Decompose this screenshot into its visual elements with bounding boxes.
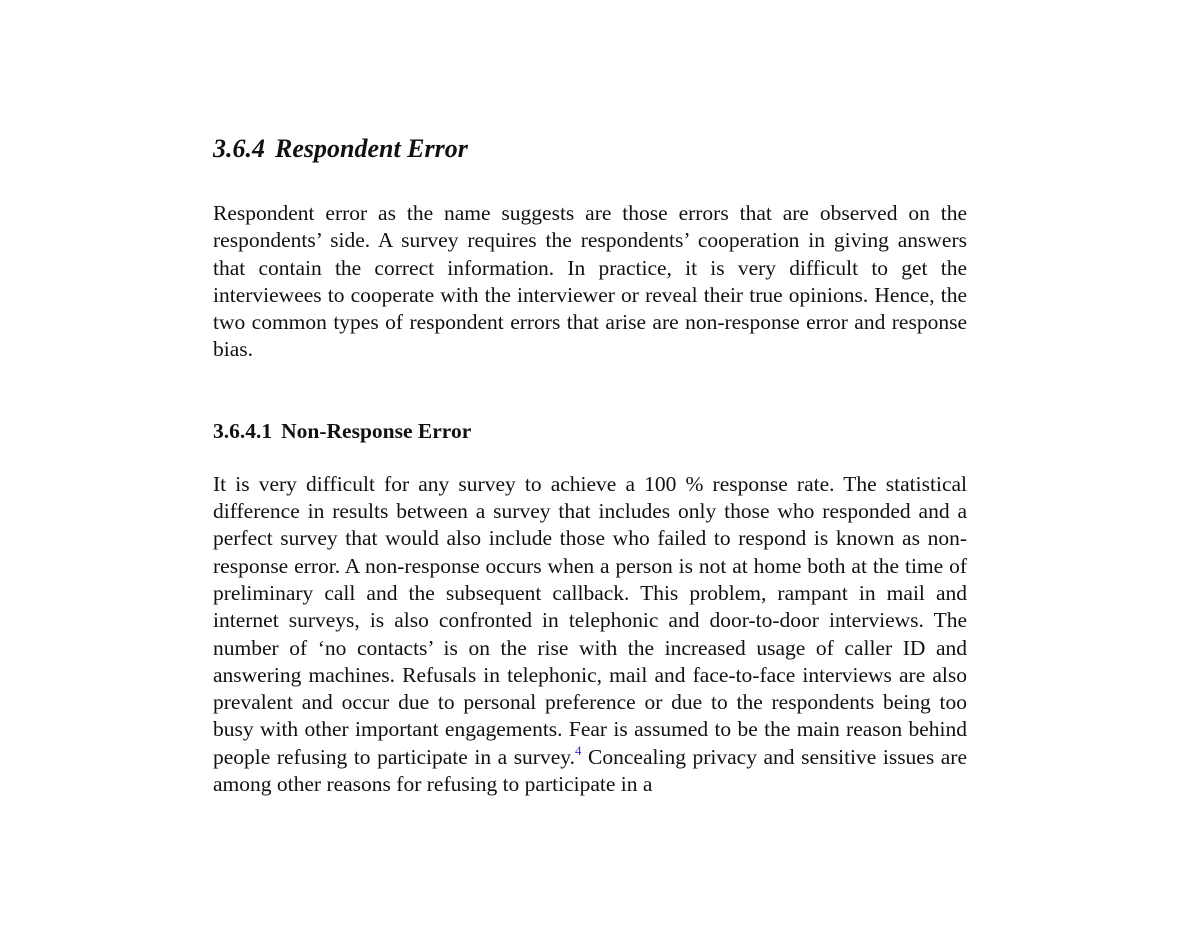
paragraph-non-response-error bbox=[213, 471, 967, 799]
paragraph-respondent-error: Respondent error as the name suggests are those errors that are observed on the respondents’ side. A survey requires the respondents’ cooperation in giving answers that contain the correct information. In practice, it is very difficult to get the interviewees to cooperate with the interviewer or reveal their true opinions. Hence, the two common types of respondent errors that arise are non-response error and response bias. bbox=[213, 201, 967, 362]
subsection-number: 3.6.4.1 bbox=[213, 418, 273, 443]
footnote-link[interactable]: 4 bbox=[575, 742, 582, 758]
page-content bbox=[213, 132, 967, 798]
section-number: 3.6.4 bbox=[213, 134, 265, 163]
subsection-title: Non-Response Error bbox=[281, 418, 472, 443]
section-heading bbox=[213, 132, 967, 166]
section-title: Respondent Error bbox=[275, 134, 468, 163]
paragraph-text-before-footnote: It is very difficult for any survey to achieve a 100 % response rate. The statistical difference in results between a survey that includes only those who responded and a perfect survey that would also include those who failed to respond is known as non-response error. A non-response occurs when a person is not at home both at the time of preliminary call and the subsequent callback. This problem, rampant in mail and internet surveys, is also confronted in telephonic and door-to-door interviews. The number of ‘no contacts’ is on the rise with the increased usage of caller ID and answering machines. Refusals in telephonic, mail and face-to-face interviews are also prevalent and occur due to personal preference or due to the respondents being too busy with other important engagements. Fear is assumed to be the main reason behind people refusing to participate in a survey. bbox=[213, 471, 967, 769]
paragraph-text-after-footnote: Concealing privacy and sensitive issues are among other reasons for refusing to participate in a bbox=[213, 744, 967, 797]
subsection-heading bbox=[213, 417, 967, 445]
